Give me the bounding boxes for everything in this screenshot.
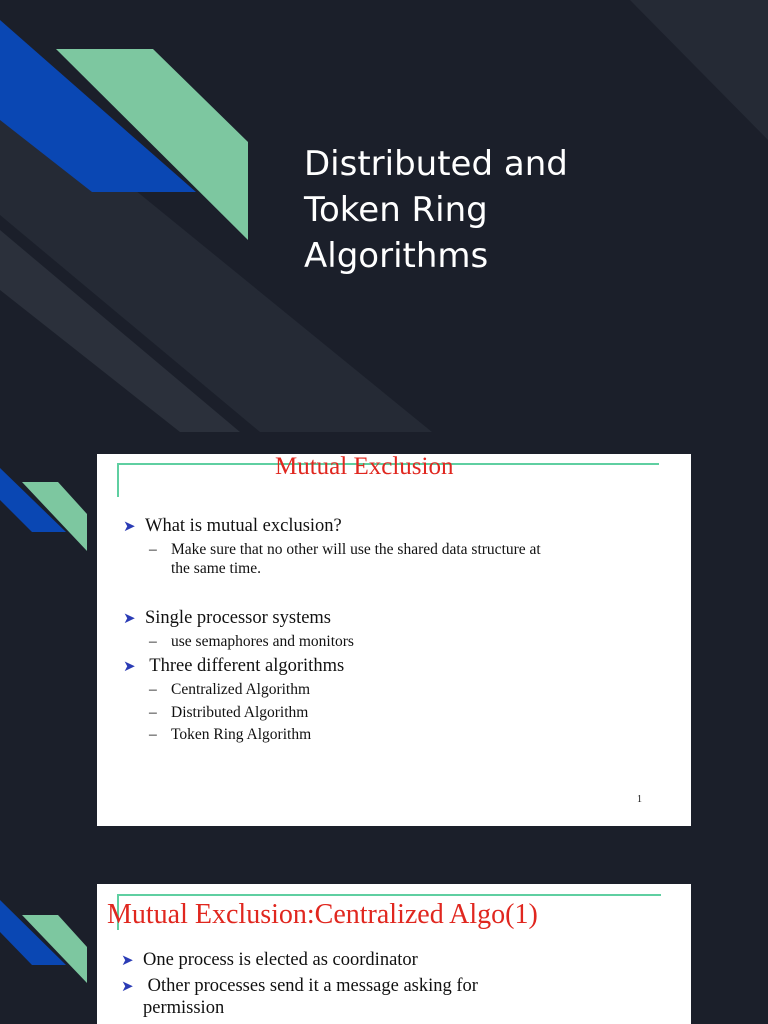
arrow-bullet-icon: ➤	[121, 979, 134, 995]
arrow-bullet-icon: ➤	[123, 659, 136, 675]
sub-item-continuation: the same time.	[171, 560, 261, 577]
sub-item: – Distributed Algorithm	[149, 704, 309, 721]
bullet-item: ➤ Single processor systems	[123, 608, 332, 628]
dash-bullet-icon: –	[149, 633, 157, 650]
dash-bullet-icon: –	[149, 704, 157, 721]
title-line-3: Algorithms	[304, 236, 489, 276]
sub-item: – Centralized Algorithm	[149, 681, 311, 698]
slide-title: Mutual Exclusion:Centralized Algo(1)	[107, 899, 538, 930]
sub-item: – Make sure that no other will use the shared data structure at	[149, 541, 541, 558]
title-line-1: Distributed and	[304, 144, 568, 184]
page-title	[304, 141, 724, 279]
sub-item: – use semaphores and monitors	[149, 633, 354, 650]
bullet-item: ➤ One process is elected as coordinator	[121, 950, 418, 970]
slide-mutual-exclusion	[97, 454, 691, 826]
slide-centralized-algo	[97, 884, 691, 1024]
arrow-bullet-icon: ➤	[121, 953, 134, 969]
dash-bullet-icon: –	[149, 726, 157, 743]
slide-page-number: 1	[637, 794, 642, 805]
bullet-item: ➤ Three different algorithms	[123, 656, 345, 676]
title-line-2: Token Ring	[304, 190, 488, 230]
slide-title: Mutual Exclusion	[275, 454, 454, 480]
slide-frame-left	[117, 463, 119, 497]
arrow-bullet-icon: ➤	[123, 611, 136, 627]
arrow-bullet-icon: ➤	[123, 519, 136, 535]
dash-bullet-icon: –	[149, 681, 157, 698]
dash-bullet-icon: –	[149, 541, 157, 558]
sub-item: – Token Ring Algorithm	[149, 726, 312, 743]
bullet-item: ➤ Other processes send it a message asking for	[121, 976, 478, 996]
bullet-item-continuation: permission	[143, 998, 225, 1018]
bullet-item: ➤ What is mutual exclusion?	[123, 516, 342, 536]
dark-stripe-top-right	[630, 0, 768, 140]
slide-frame-top	[117, 894, 661, 896]
